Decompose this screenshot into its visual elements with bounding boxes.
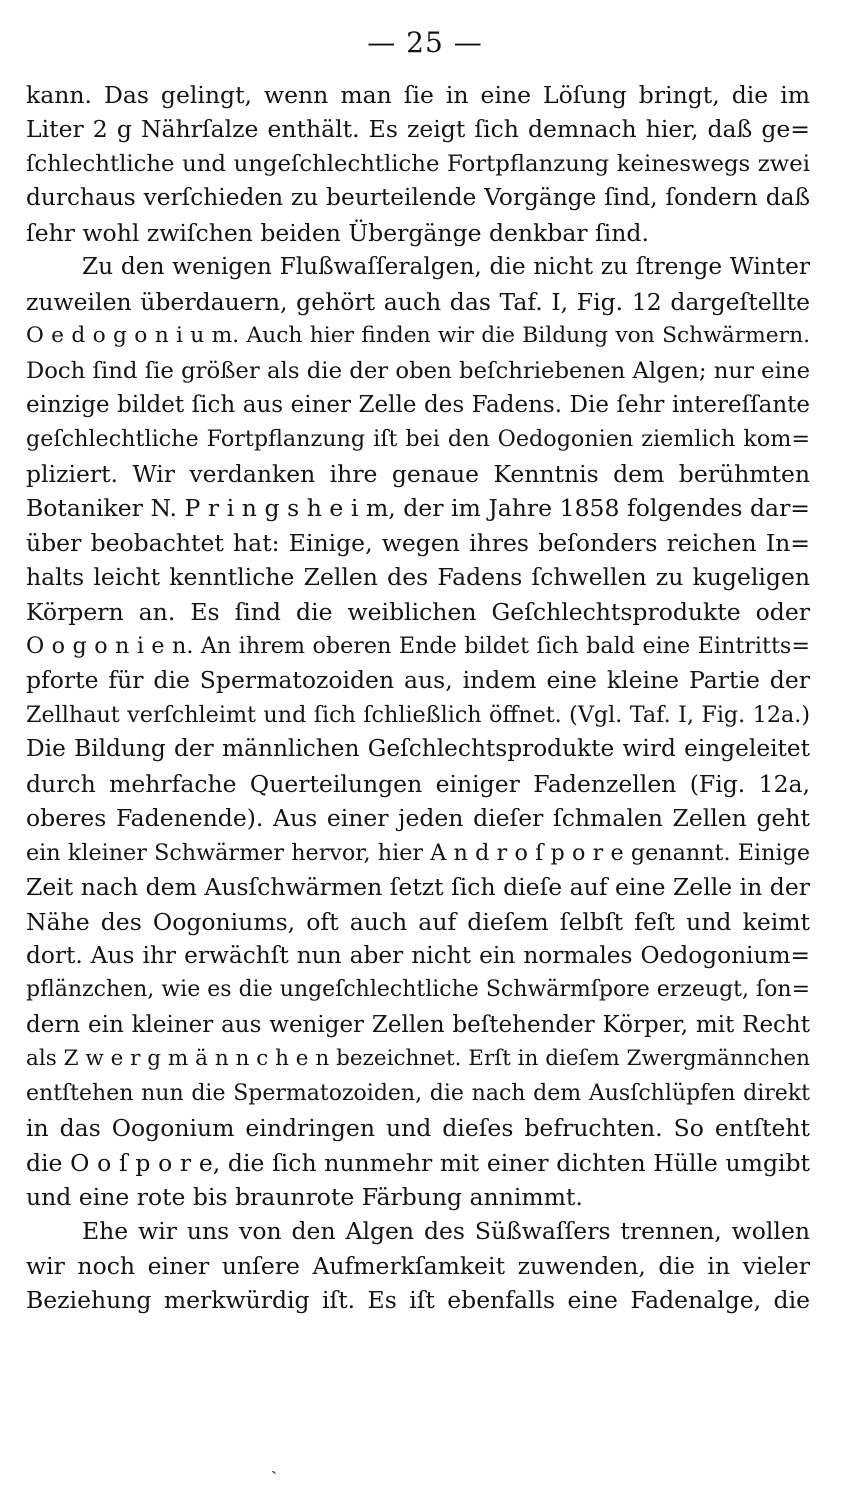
text-line: über beobachtet hat: Einige, wegen ihres beſonders reichen In= — [26, 528, 810, 557]
text-line: kann. Das gelingt, wenn man ſie in eine Löſung bringt, die im — [26, 81, 810, 109]
text-line: O o g o n i e n. An ihrem oberen Ende bildet ſich bald eine Eintritts= — [26, 633, 810, 659]
text-line: zuweilen überdauern, gehört auch das Taf. I, Fig. 12 dargeſtellte — [26, 287, 810, 316]
text-line: oberes Fadenende). Aus einer jeden dieſer ſchmalen Zellen geht — [26, 804, 810, 833]
stray-ink-mark: ˏ — [271, 1454, 277, 1475]
text-line: pforte für die Spermatozoiden aus, indem eine kleine Partie der — [26, 666, 810, 695]
text-line: Die Bildung der männlichen Geſchlechtsprodukte wird eingeleitet — [26, 735, 810, 763]
text-line: entſtehen nun die Spermatozoiden, die nach dem Ausſchlüpfen direkt — [26, 1080, 810, 1106]
text-line: ſchlechtliche und ungeſchlechtliche Fortpflanzung keineswegs zwei — [26, 150, 810, 177]
text-line: die O o ſ p o r e, die ſich nunmehr mit einer dichten Hülle umgibt — [26, 1148, 810, 1177]
text-line: einzige bildet ſich aus einer Zelle des Fadens. Die ſehr intereſſante — [26, 391, 810, 418]
text-line: Ehe wir uns von den Algen des Süßwaſſers trennen, wollen — [82, 1217, 810, 1246]
text-line: wir noch einer unſere Aufmerkſamkeit zuwenden, die in vieler — [26, 1251, 810, 1280]
text-line: ein kleiner Schwärmer hervor, hier A n d r o ſ p o r e genannt. Einige — [26, 839, 810, 866]
text-line: und eine rote bis braunrote Färbung annimmt. — [26, 1183, 583, 1211]
body-text — [26, 78, 810, 1318]
text-line: Nähe des Oogoniums, oft auch auf dieſem ſelbſt feſt und keimt — [26, 907, 810, 936]
text-line: pliziert. Wir verdanken ihre genaue Kenntnis dem berühmten — [26, 459, 810, 488]
text-line: Zu den wenigen Flußwaſſeralgen, die nicht zu ſtrenge Winter — [82, 253, 810, 281]
text-line: geſchlechtliche Fortpflanzung iſt bei den Oedogonien ziemlich kom= — [26, 426, 810, 453]
page-number: — 25 — — [367, 26, 483, 59]
text-line: Zellhaut verſchleimt und ſich ſchließlich öffnet. (Vgl. Taf. I, Fig. 12a.) — [26, 701, 810, 728]
text-line: dern ein kleiner aus weniger Zellen beſtehender Körper, mit Recht — [26, 1011, 810, 1038]
text-line: Doch ſind ſie größer als die der oben beſchriebenen Algen; nur eine — [26, 357, 811, 384]
text-line: durchaus verſchieden zu beurteilende Vorgänge ſind, ſondern daß — [26, 184, 810, 212]
paragraph — [26, 1214, 810, 1317]
text-line: pflänzchen, wie es die ungeſchlechtliche Schwärmſpore erzeugt, ſon= — [26, 977, 810, 1003]
text-line: Beziehung merkwürdig iſt. Es iſt ebenfalls eine Fadenalge, die — [26, 1286, 810, 1315]
text-line: in das Oogonium eindringen und dieſes befruchten. So entſteht — [26, 1114, 810, 1143]
text-line: O e d o g o n i u m. Auch hier finden wir die Bildung von Schwärmern. — [26, 323, 810, 349]
text-line: Zeit nach dem Ausſchwärmen ſetzt ſich dieſe auf eine Zelle in der — [26, 873, 810, 902]
paragraph — [26, 250, 810, 1214]
text-line: dort. Aus ihr erwächſt nun aber nicht ein normales Oedogonium= — [26, 941, 810, 969]
text-line: halts leicht kenntliche Zellen des Fadens ſchwellen zu kugeligen — [26, 563, 810, 592]
text-line: durch mehrfache Querteilungen einiger Fadenzellen (Fig. 12a, — [26, 769, 810, 798]
text-line: Liter 2 g Nährſalze enthält. Es zeigt ſich demnach hier, daß ge= — [26, 115, 810, 144]
text-line: als Z w e r g m ä n n c h e n bezeichnet. Erſt in dieſem Zwergmännchen — [26, 1046, 810, 1072]
text-line: Botaniker N. P r i n g s h e i m, der im Jahre 1858 folgendes dar= — [26, 494, 810, 523]
text-line: ſehr wohl zwiſchen beiden Übergänge denkbar ſind. — [26, 218, 649, 247]
text-line: Körpern an. Es ſind die weiblichen Geſchlechtsprodukte oder — [26, 597, 810, 626]
paragraph — [26, 78, 810, 250]
